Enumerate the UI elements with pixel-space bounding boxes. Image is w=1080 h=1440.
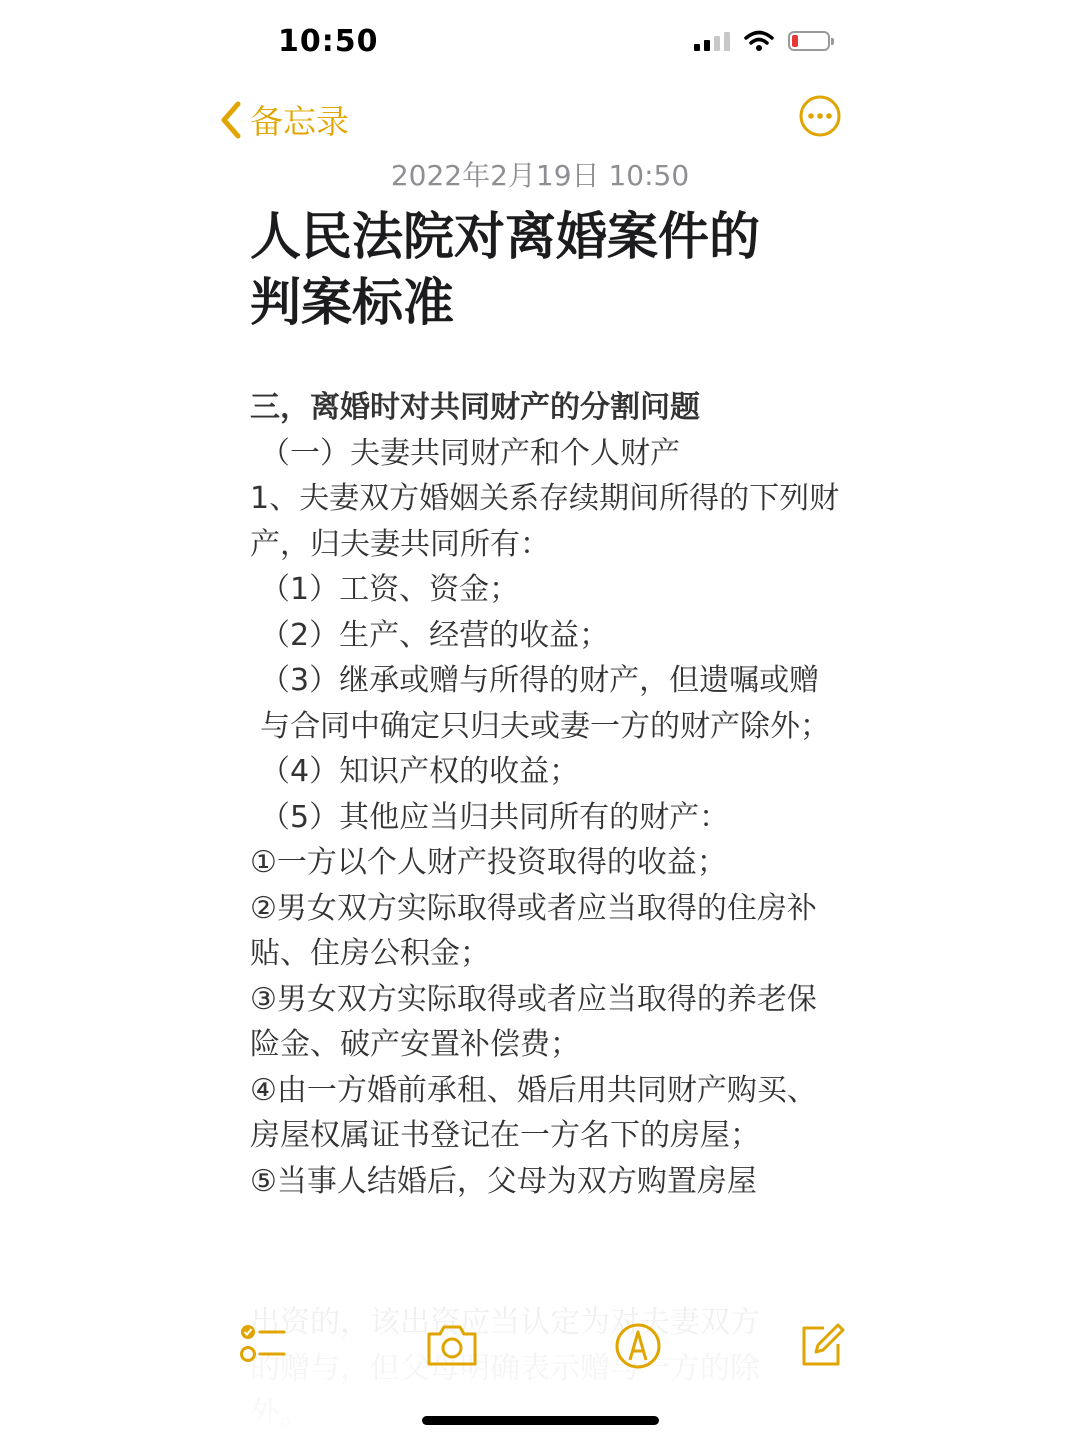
- bottom-toolbar: [0, 1318, 1080, 1378]
- note-line: ③男女双方实际取得或者应当取得的养老保险金、破产安置补偿费；: [250, 981, 817, 1062]
- battery-icon: [788, 31, 830, 51]
- note-date: 2022年2月19日 10:50: [390, 159, 690, 192]
- note-line: ②男女双方实际取得或者应当取得的住房补贴、住房公积金；: [250, 890, 817, 971]
- status-time: 10:50: [278, 24, 379, 59]
- cellular-signal-icon: [694, 31, 730, 51]
- note-line: 1、夫妻双方婚姻关系存续期间所得的下列财产，归夫妻共同所有：: [250, 481, 840, 562]
- note-body[interactable]: [250, 385, 840, 1204]
- status-icons: [694, 30, 830, 52]
- status-bar: [0, 0, 1080, 90]
- note-line: ④由一方婚前承租、婚后用共同财产购买、房屋权属证书登记在一方名下的房屋；: [250, 1072, 817, 1153]
- note-line: ⑤当事人结婚后，父母为双方购置房屋: [250, 1163, 757, 1199]
- ellipsis-circle-icon[interactable]: [798, 94, 842, 138]
- note-line: 三，离婚时对共同财产的分割问题: [250, 390, 700, 425]
- back-button[interactable]: [218, 96, 349, 143]
- note-line: （3）继承或赠与所得的财产，但遗嘱或赠与合同中确定只归夫或妻一方的财产除外；: [260, 663, 830, 744]
- compose-icon[interactable]: [794, 1318, 850, 1374]
- note-line: ①一方以个人财产投资取得的收益；: [250, 845, 727, 880]
- note-title[interactable]: 人民法院对离婚案件的判案标准: [250, 208, 761, 333]
- home-indicator: [422, 1416, 659, 1425]
- note-line: （1）工资、资金；: [260, 572, 520, 607]
- note-line: （2）生产、经营的收益；: [260, 617, 610, 653]
- chevron-left-icon: [218, 100, 244, 140]
- note-line: （5）其他应当归共同所有的财产：: [260, 799, 730, 835]
- nav-bar: [0, 90, 1080, 150]
- note-line: （一）夫妻共同财产和个人财产: [260, 435, 680, 471]
- markup-pen-icon[interactable]: [610, 1318, 666, 1374]
- checklist-icon[interactable]: [236, 1318, 292, 1374]
- camera-icon[interactable]: [424, 1318, 480, 1374]
- note-line: （4）知识产权的收益；: [260, 754, 580, 789]
- wifi-icon: [744, 30, 774, 52]
- back-label: 备忘录: [250, 102, 349, 141]
